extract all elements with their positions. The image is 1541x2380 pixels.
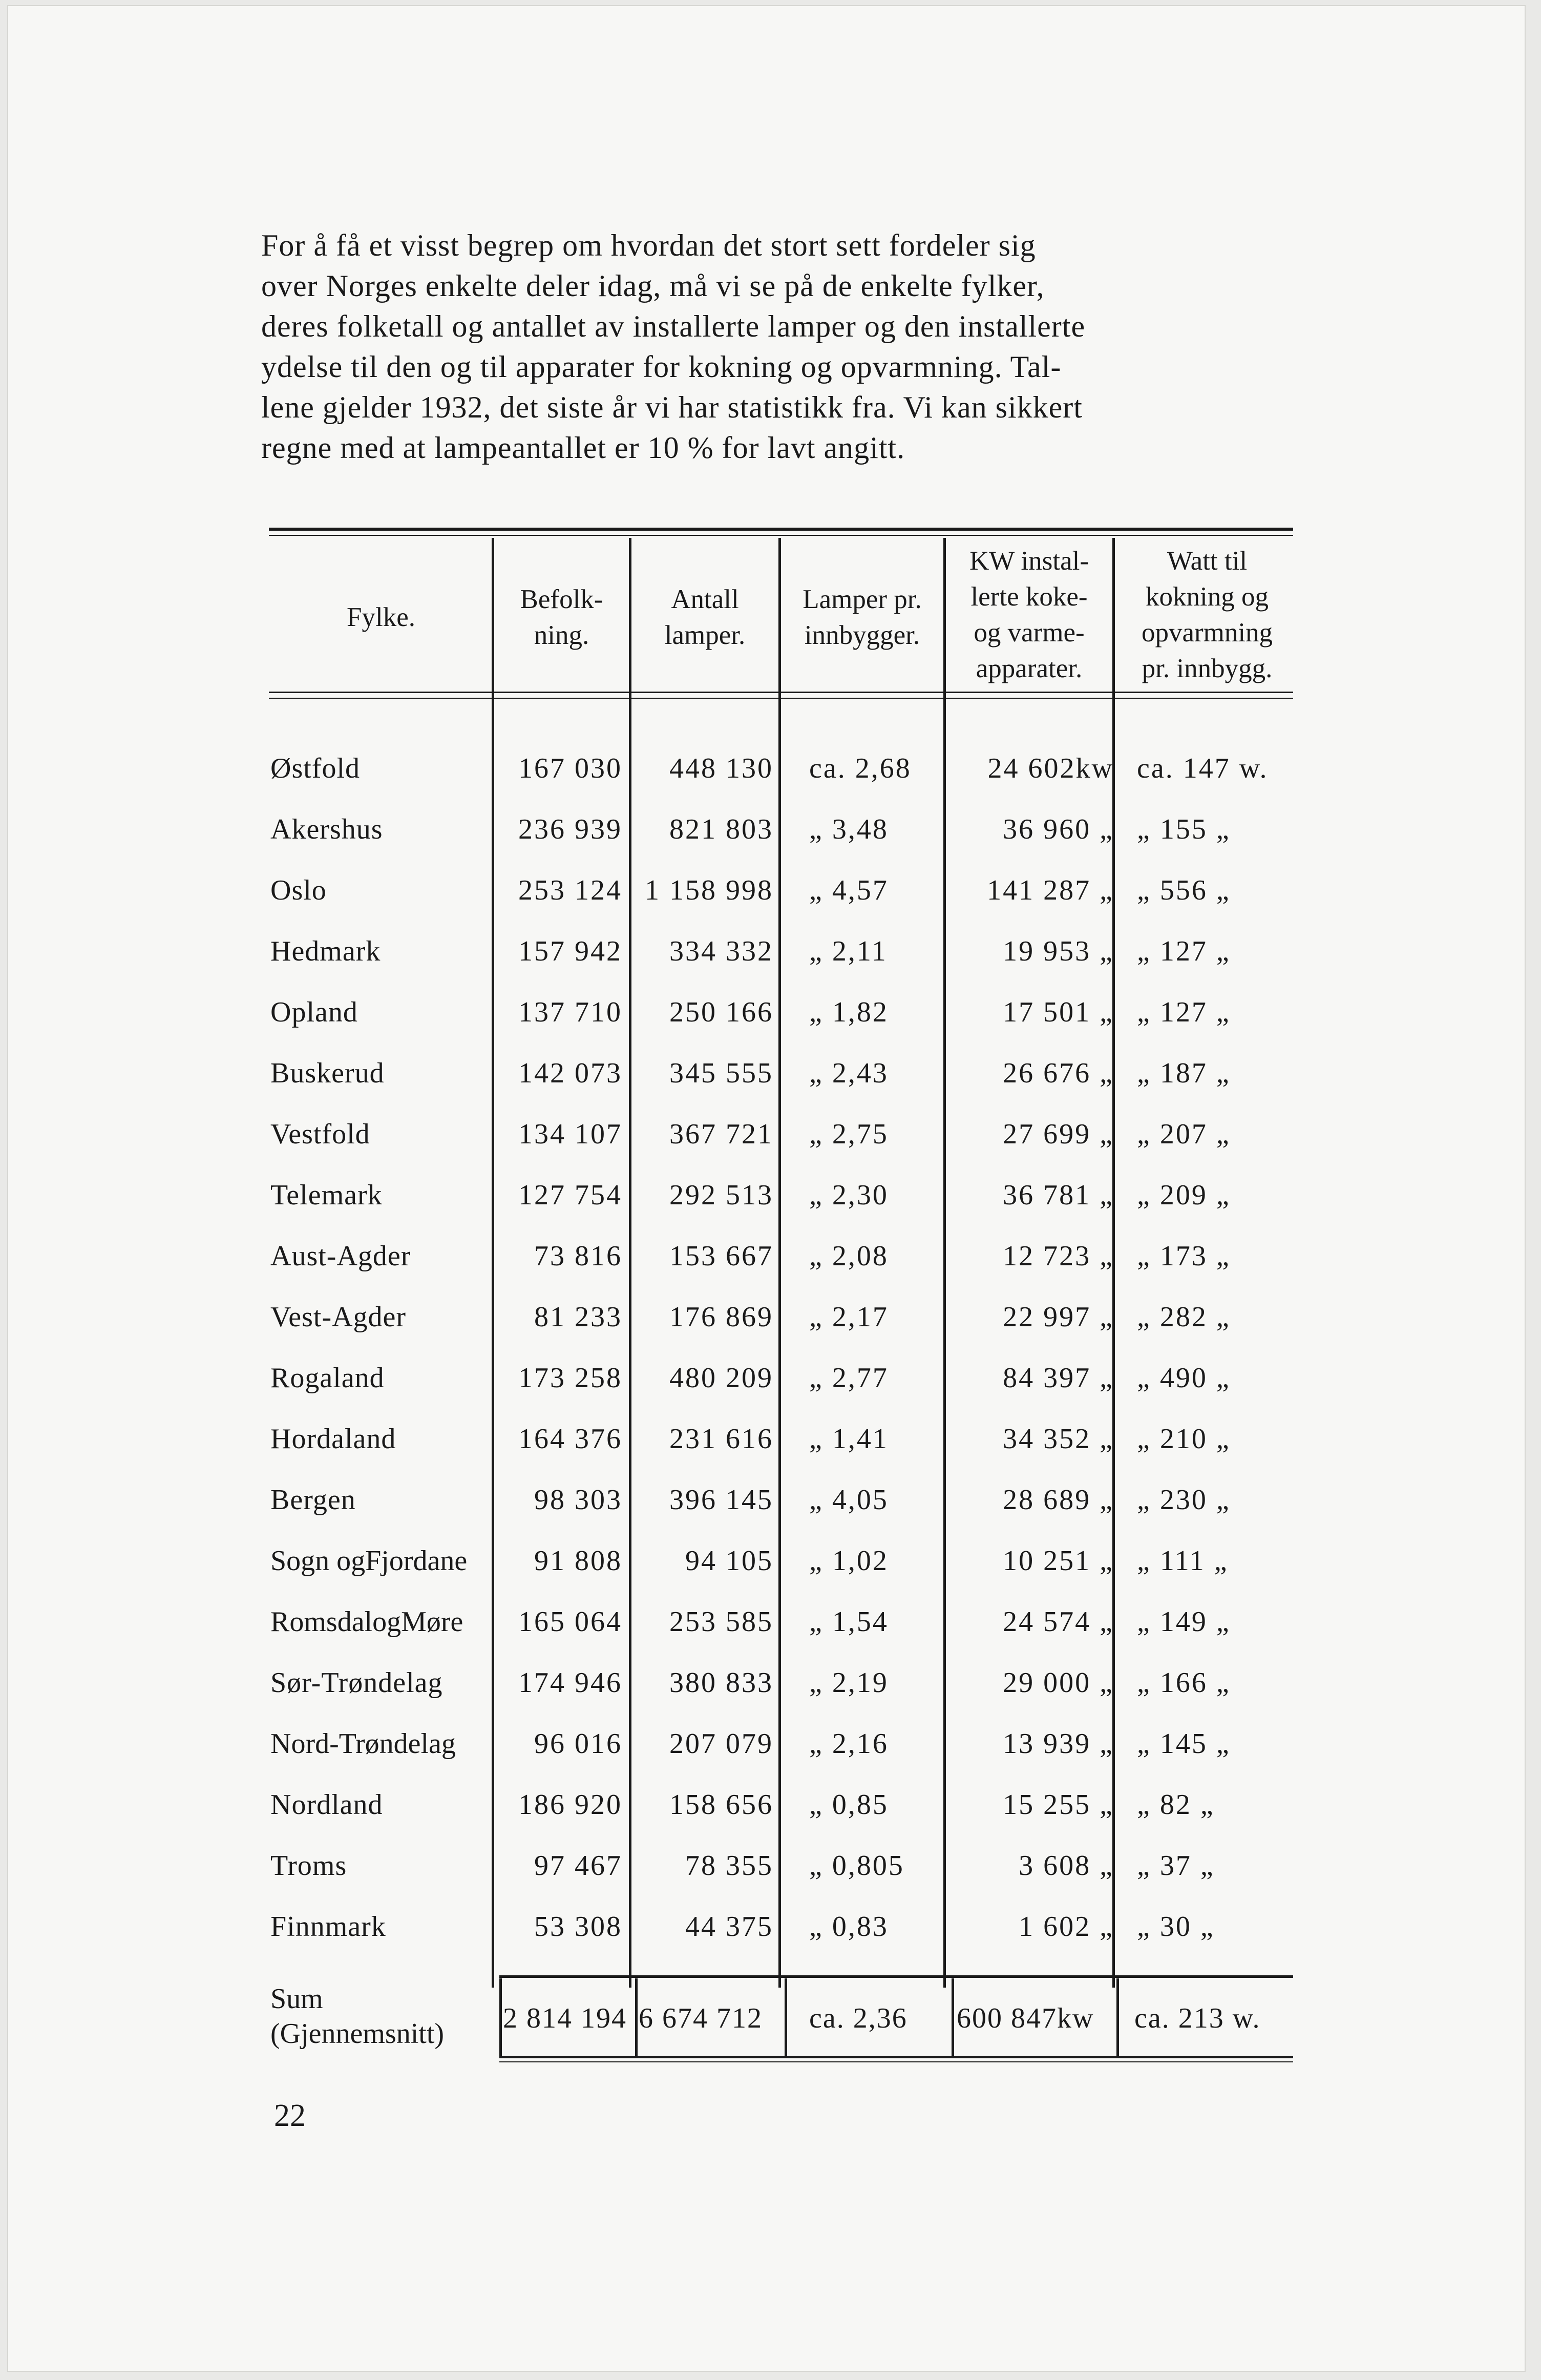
cell-watt: „ 30 „	[1137, 1911, 1215, 1943]
cell-kw: 36 781 „	[1003, 1179, 1114, 1211]
header-bottom-rule-thin	[269, 698, 1293, 699]
sum-top-rule	[499, 1975, 1293, 1978]
cell-befolkning: 174 946	[518, 1667, 622, 1699]
cell-watt: „ 127 „	[1137, 996, 1231, 1028]
cell-antall: 292 513	[669, 1179, 773, 1211]
cell-antall: 480 209	[669, 1362, 773, 1394]
cell-lamper-pr: „ 4,05	[809, 1484, 889, 1516]
cell-watt: „ 209 „	[1137, 1179, 1231, 1211]
page-number: 22	[274, 2098, 306, 2133]
intro-line: For å få et visst begrep om hvordan det stort sett fordeler sig	[261, 228, 1036, 262]
cell-befolkning: 97 467	[534, 1850, 622, 1882]
table-row	[0, 865, 1541, 916]
cell-antall: 253 585	[669, 1606, 773, 1638]
cell-kw: 28 689 „	[1003, 1484, 1114, 1516]
cell-fylke: Nordland	[270, 1789, 383, 1821]
cell-befolkning: 253 124	[518, 874, 622, 906]
cell-lamper-pr: „ 2,17	[809, 1301, 889, 1333]
cell-befolkning: 164 376	[518, 1423, 622, 1455]
cell-antall: 44 375	[685, 1911, 773, 1943]
sum-watt: ca. 213 w.	[1134, 2002, 1261, 2034]
cell-fylke: Telemark	[270, 1179, 383, 1211]
cell-antall: 396 145	[669, 1484, 773, 1516]
cell-kw: 26 676 „	[1003, 1057, 1114, 1089]
table-row	[0, 1657, 1541, 1708]
cell-watt: „ 149 „	[1137, 1606, 1231, 1638]
cell-fylke: Vestfold	[270, 1118, 370, 1150]
cell-befolkning: 157 942	[518, 935, 622, 967]
cell-antall: 158 656	[669, 1789, 773, 1821]
cell-lamper-pr: „ 0,805	[809, 1850, 904, 1882]
cell-lamper-pr: „ 2,16	[809, 1728, 889, 1760]
table-row	[0, 743, 1541, 794]
cell-watt: ca. 147 w.	[1137, 753, 1269, 784]
table-row	[0, 1718, 1541, 1769]
cell-kw: 17 501 „	[1003, 996, 1114, 1028]
cell-watt: „ 155 „	[1137, 813, 1231, 845]
table-row	[0, 1230, 1541, 1282]
cell-watt: „ 490 „	[1137, 1362, 1231, 1394]
header-watt-pr-innbygger: Watt til kokning og opvarmning pr. innbygg.	[1141, 546, 1273, 683]
cell-watt: „ 282 „	[1137, 1301, 1231, 1333]
cell-kw: 27 699 „	[1003, 1118, 1114, 1150]
cell-kw: 84 397 „	[1003, 1362, 1114, 1394]
sum-label: Sum (Gjennemsnitt)	[270, 1983, 445, 2050]
cell-lamper-pr: „ 1,54	[809, 1606, 889, 1638]
cell-befolkning: 137 710	[518, 996, 622, 1028]
cell-lamper-pr: „ 2,75	[809, 1118, 889, 1150]
cell-fylke: Finnmark	[270, 1911, 386, 1943]
table-row	[0, 1474, 1541, 1526]
cell-lamper-pr: „ 2,11	[809, 935, 888, 967]
cell-fylke: Opland	[270, 996, 358, 1028]
cell-kw: 24 602kw	[987, 753, 1114, 784]
cell-lamper-pr: „ 2,30	[809, 1179, 889, 1211]
cell-fylke: Vest-Agder	[270, 1301, 407, 1333]
cell-fylke: Oslo	[270, 874, 327, 906]
table-row	[0, 1170, 1541, 1221]
cell-befolkning: 96 016	[534, 1728, 622, 1760]
cell-kw: 34 352 „	[1003, 1423, 1114, 1455]
intro-line: deres folketall og antallet av installerte lamper og den installerte	[261, 309, 1086, 343]
sum-lamper-pr: ca. 2,36	[809, 2002, 907, 2034]
cell-watt: „ 230 „	[1137, 1484, 1231, 1516]
cell-lamper-pr: „ 2,08	[809, 1240, 889, 1272]
cell-befolkning: 98 303	[534, 1484, 622, 1516]
header-fylke: Fylke.	[347, 602, 415, 632]
cell-befolkning: 165 064	[518, 1606, 622, 1638]
sum-kw: 600 847kw	[957, 2002, 1094, 2034]
cell-fylke: Sør-Trøndelag	[270, 1667, 443, 1699]
cell-fylke: Troms	[270, 1850, 347, 1882]
intro-line: over Norges enkelte deler idag, må vi se på de enkelte fylker,	[261, 269, 1045, 303]
cell-kw: 24 574 „	[1003, 1606, 1114, 1638]
cell-antall: 821 803	[669, 813, 773, 845]
cell-befolkning: 53 308	[534, 1911, 622, 1943]
cell-antall: 78 355	[685, 1850, 773, 1882]
cell-watt: „ 127 „	[1137, 935, 1231, 967]
header-kw-installert: KW instal- lerte koke- og varme- apparater.	[969, 546, 1089, 683]
cell-antall: 231 616	[669, 1423, 773, 1455]
table-row	[0, 1109, 1541, 1160]
cell-watt: „ 82 „	[1137, 1789, 1215, 1821]
cell-watt: „ 207 „	[1137, 1118, 1231, 1150]
cell-fylke: Akershus	[270, 813, 383, 845]
cell-lamper-pr: „ 2,77	[809, 1362, 889, 1394]
header-antall-lamper: Antall lamper.	[664, 584, 746, 650]
cell-kw: 22 997 „	[1003, 1301, 1114, 1333]
cell-kw: 19 953 „	[1003, 935, 1114, 967]
cell-befolkning: 73 816	[534, 1240, 622, 1272]
cell-befolkning: 134 107	[518, 1118, 622, 1150]
cell-befolkning: 91 808	[534, 1545, 622, 1577]
cell-fylke: Hordaland	[270, 1423, 396, 1455]
cell-lamper-pr: „ 1,41	[809, 1423, 889, 1455]
cell-fylke: Hedmark	[270, 935, 381, 967]
intro-paragraph	[261, 225, 1301, 468]
cell-kw: 10 251 „	[1003, 1545, 1114, 1577]
intro-line: ydelse til den og til apparater for kokning og opvarmning. Tal-	[261, 350, 1062, 384]
cell-kw: 13 939 „	[1003, 1728, 1114, 1760]
table-row	[0, 1291, 1541, 1343]
cell-lamper-pr: „ 1,02	[809, 1545, 889, 1577]
table-row	[0, 926, 1541, 977]
cell-kw: 15 255 „	[1003, 1789, 1114, 1821]
cell-fylke: RomsdalogMøre	[270, 1606, 463, 1638]
table-top-rule	[269, 528, 1293, 531]
sum-row	[0, 1993, 1541, 2044]
cell-lamper-pr: „ 0,83	[809, 1911, 889, 1943]
table-row	[0, 1413, 1541, 1465]
cell-fylke: Buskerud	[270, 1057, 385, 1089]
cell-kw: 1 602 „	[1019, 1911, 1114, 1943]
intro-line: regne med at lampeantallet er 10 % for lavt angitt.	[261, 431, 905, 465]
table-row	[0, 1352, 1541, 1404]
cell-fylke: Aust-Agder	[270, 1240, 411, 1272]
table-row	[0, 1048, 1541, 1099]
cell-befolkning: 186 920	[518, 1789, 622, 1821]
cell-antall: 367 721	[669, 1118, 773, 1150]
table-bottom-rule-thin	[499, 2061, 1293, 2062]
cell-befolkning: 81 233	[534, 1301, 622, 1333]
cell-antall: 176 869	[669, 1301, 773, 1333]
cell-antall: 380 833	[669, 1667, 773, 1699]
cell-kw: 141 287 „	[987, 874, 1114, 906]
header-befolkning: Befolk- ning.	[520, 584, 603, 650]
cell-watt: „ 187 „	[1137, 1057, 1231, 1089]
cell-watt: „ 145 „	[1137, 1728, 1231, 1760]
table-row	[0, 1840, 1541, 1891]
cell-antall: 334 332	[669, 935, 773, 967]
cell-watt: „ 111 „	[1137, 1545, 1229, 1577]
cell-befolkning: 236 939	[518, 813, 622, 845]
cell-kw: 36 960 „	[1003, 813, 1114, 845]
table-row	[0, 1596, 1541, 1647]
cell-lamper-pr: „ 3,48	[809, 813, 889, 845]
header-lamper-pr-innbygger: Lamper pr. innbygger.	[803, 584, 922, 650]
table-row	[0, 1779, 1541, 1830]
cell-fylke: Nord-Trøndelag	[270, 1728, 456, 1760]
cell-fylke: Østfold	[270, 753, 360, 784]
cell-fylke: Rogaland	[270, 1362, 385, 1394]
cell-antall: 345 555	[669, 1057, 773, 1089]
table-top-rule-thin	[269, 535, 1293, 536]
cell-lamper-pr: „ 1,82	[809, 996, 889, 1028]
sum-antall: 6 674 712	[639, 2002, 763, 2034]
cell-befolkning: 167 030	[518, 753, 622, 784]
cell-lamper-pr: „ 2,19	[809, 1667, 889, 1699]
cell-antall: 1 158 998	[645, 874, 773, 906]
table-row	[0, 1901, 1541, 1952]
cell-fylke: Bergen	[270, 1484, 356, 1516]
cell-antall: 153 667	[669, 1240, 773, 1272]
cell-watt: „ 37 „	[1137, 1850, 1215, 1882]
cell-lamper-pr: „ 2,43	[809, 1057, 889, 1089]
cell-kw: 29 000 „	[1003, 1667, 1114, 1699]
cell-befolkning: 173 258	[518, 1362, 622, 1394]
cell-befolkning: 127 754	[518, 1179, 622, 1211]
table-row	[0, 987, 1541, 1038]
cell-antall: 448 130	[669, 753, 773, 784]
intro-line: lene gjelder 1932, det siste år vi har statistikk fra. Vi kan sikkert	[261, 390, 1083, 424]
cell-watt: „ 173 „	[1137, 1240, 1231, 1272]
cell-kw: 12 723 „	[1003, 1240, 1114, 1272]
table-bottom-rule	[499, 2056, 1293, 2058]
sum-befolkning: 2 814 194	[503, 2002, 627, 2034]
cell-antall: 207 079	[669, 1728, 773, 1760]
cell-watt: „ 210 „	[1137, 1423, 1231, 1455]
cell-lamper-pr: „ 0,85	[809, 1789, 889, 1821]
cell-watt: „ 166 „	[1137, 1667, 1231, 1699]
cell-antall: 250 166	[669, 996, 773, 1028]
header-bottom-rule	[269, 692, 1293, 693]
cell-kw: 3 608 „	[1019, 1850, 1114, 1882]
cell-watt: „ 556 „	[1137, 874, 1231, 906]
cell-befolkning: 142 073	[518, 1057, 622, 1089]
cell-lamper-pr: ca. 2,68	[809, 753, 912, 784]
table-row	[0, 804, 1541, 855]
table-row	[0, 1535, 1541, 1586]
cell-antall: 94 105	[685, 1545, 773, 1577]
cell-lamper-pr: „ 4,57	[809, 874, 889, 906]
cell-fylke: Sogn ogFjordane	[270, 1545, 468, 1577]
